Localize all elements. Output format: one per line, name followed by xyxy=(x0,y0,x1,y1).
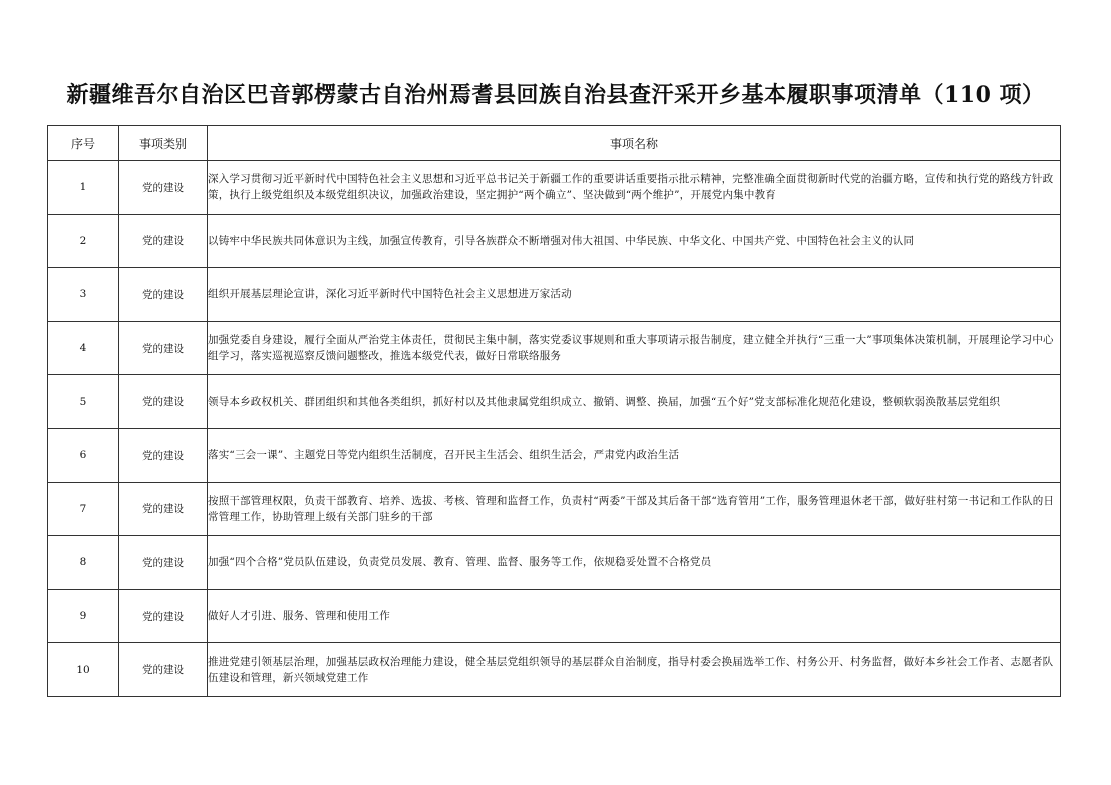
row-item-category: 党的建设 xyxy=(119,428,208,482)
row-serial-number: 6 xyxy=(48,428,119,482)
row-serial-number: 9 xyxy=(48,589,119,643)
table-row xyxy=(48,643,1061,697)
row-item-category: 党的建设 xyxy=(119,536,208,590)
row-item-category: 党的建设 xyxy=(119,161,208,215)
row-item-category: 党的建设 xyxy=(119,482,208,536)
row-item-name: 按照干部管理权限，负责干部教育、培养、选拔、考核、管理和监督工作，负责村“两委”干部及其后备干部“选育管用”工作，服务管理退休老干部，做好驻村第一书记和工作队的日常管理工作，协助管理上级有关部门驻乡的干部 xyxy=(208,482,1061,536)
header-item-category: 事项类别 xyxy=(119,126,208,161)
row-item-name: 以铸牢中华民族共同体意识为主线，加强宣传教育，引导各族群众不断增强对伟大祖国、中华民族、中华文化、中国共产党、中国特色社会主义的认同 xyxy=(208,214,1061,268)
table-row xyxy=(48,321,1061,375)
row-serial-number: 7 xyxy=(48,482,119,536)
row-item-name: 加强党委自身建设，履行全面从严治党主体责任，贯彻民主集中制，落实党委议事规则和重大事项请示报告制度，建立健全并执行“三重一大”事项集体决策机制，开展理论学习中心组学习，落实巡视巡察反馈问题整改，推选本级党代表，做好日常联络服务 xyxy=(208,321,1061,375)
table-header-row xyxy=(48,126,1061,161)
row-item-category: 党的建设 xyxy=(119,321,208,375)
row-serial-number: 1 xyxy=(48,161,119,215)
row-item-name: 加强“四个合格”党员队伍建设，负责党员发展、教育、管理、监督、服务等工作，依规稳妥处置不合格党员 xyxy=(208,536,1061,590)
table-row xyxy=(48,268,1061,322)
row-serial-number: 2 xyxy=(48,214,119,268)
row-item-category: 党的建设 xyxy=(119,589,208,643)
row-item-category: 党的建设 xyxy=(119,268,208,322)
row-item-name: 深入学习贯彻习近平新时代中国特色社会主义思想和习近平总书记关于新疆工作的重要讲话重要指示批示精神，完整准确全面贯彻新时代党的治疆方略，宣传和执行党的路线方针政策，执行上级党组织及本级党组织决议，加强政治建设，坚定拥护“两个确立”、坚决做到“两个维护”，开展党内集中教育 xyxy=(208,161,1061,215)
row-item-name: 组织开展基层理论宣讲，深化习近平新时代中国特色社会主义思想进万家活动 xyxy=(208,268,1061,322)
row-item-category: 党的建设 xyxy=(119,214,208,268)
row-item-name: 做好人才引进、服务、管理和使用工作 xyxy=(208,589,1061,643)
row-serial-number: 3 xyxy=(48,268,119,322)
table-body xyxy=(48,161,1061,697)
table-row xyxy=(48,214,1061,268)
header-item-name: 事项名称 xyxy=(208,126,1061,161)
row-serial-number: 10 xyxy=(48,643,119,697)
table-row xyxy=(48,161,1061,215)
table-row xyxy=(48,375,1061,429)
row-item-name: 领导本乡政权机关、群团组织和其他各类组织，抓好村以及其他隶属党组织成立、撤销、调整、换届，加强“五个好”党支部标准化规范化建设，整顿软弱涣散基层党组织 xyxy=(208,375,1061,429)
row-item-category: 党的建设 xyxy=(119,643,208,697)
row-item-name: 落实“三会一课”、主题党日等党内组织生活制度，召开民主生活会、组织生活会，严肃党内政治生活 xyxy=(208,428,1061,482)
row-item-category: 党的建设 xyxy=(119,375,208,429)
duty-items-table xyxy=(47,125,1061,697)
table-row xyxy=(48,428,1061,482)
row-serial-number: 5 xyxy=(48,375,119,429)
document-title: 新疆维吾尔自治区巴音郭楞蒙古自治州焉耆县回族自治县查汗采开乡基本履职事项清单（110 项） xyxy=(66,82,1045,108)
row-item-name: 推进党建引领基层治理，加强基层政权治理能力建设，健全基层党组织领导的基层群众自治制度，指导村委会换届选举工作、村务公开、村务监督，做好本乡社会工作者、志愿者队伍建设和管理，新兴领域党建工作 xyxy=(208,643,1061,697)
table-row xyxy=(48,536,1061,590)
header-serial-number: 序号 xyxy=(48,126,119,161)
row-serial-number: 8 xyxy=(48,536,119,590)
row-serial-number: 4 xyxy=(48,321,119,375)
table-row xyxy=(48,482,1061,536)
table-row xyxy=(48,589,1061,643)
